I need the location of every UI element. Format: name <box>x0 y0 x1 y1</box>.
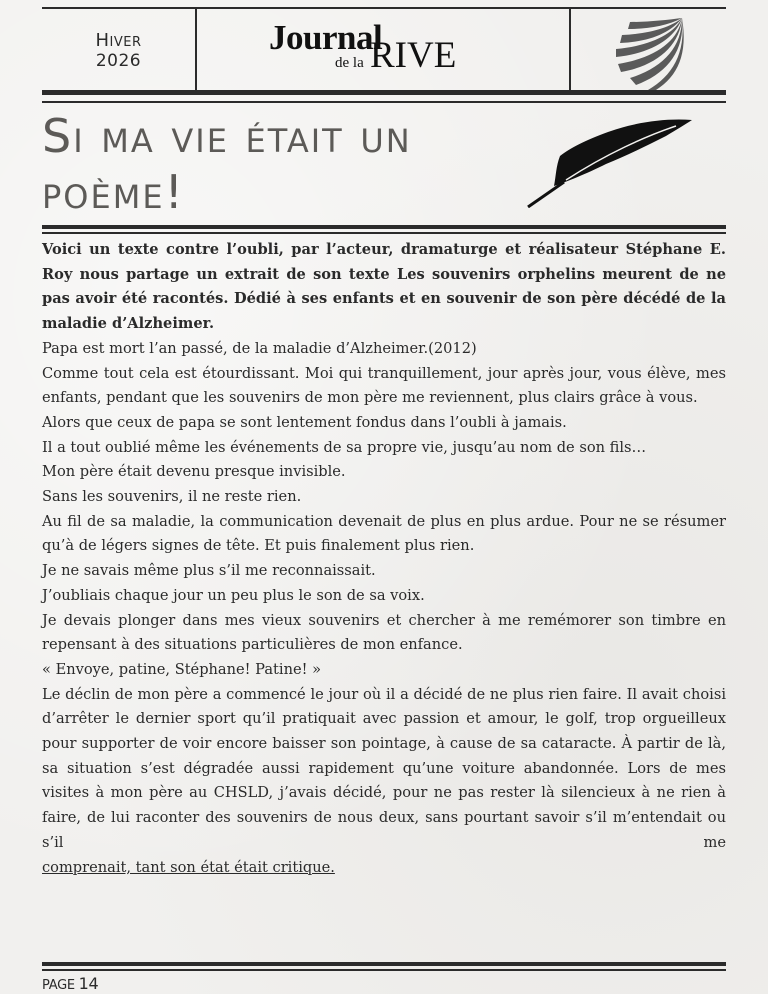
paragraph-last-line: comprenait, tant son état était critique. <box>42 858 335 876</box>
article-title-line-1: Si ma vie était un <box>42 109 412 163</box>
title-thin-rule <box>42 232 726 234</box>
quill-feather-icon <box>526 116 692 208</box>
footer-thin-rule <box>42 969 726 971</box>
header-thin-rule <box>42 101 726 103</box>
paragraph: J’oubliais chaque jour un peu plus le son de sa voix. <box>42 586 425 604</box>
paragraph: Le déclin de mon père a commencé le jour où il a décidé de ne plus rien faire. Il avait choisi d’arrêter le dernier sport qu’il pratiquait avec passion et amour, le golf, trop orgueilleux pour supporter de voir encore baisser son pointage, à cause de sa cataracte. À partir de là, sa situation s’est dégradée aussi rapidement qu’une voiture abandonnée. Lors de mes visites à mon père au CHSLD, j’avais décidé, pour ne pas rester là silencieux à ne rien à faire, de lui raconter des souvenirs de nous deux, sans pourtant savoir s’il m’entendait ou s’il me <box>42 685 726 851</box>
season-label: Hiver <box>95 30 142 51</box>
paragraph: Alors que ceux de papa se sont lentement fondus dans l’oubli à jamais. <box>42 413 567 431</box>
paragraph: Je ne savais même plus s’il me reconnaissait. <box>42 562 376 580</box>
paragraph: « Envoye, patine, Stéphane! Patine! » <box>42 660 322 678</box>
article-title <box>42 108 522 220</box>
masthead-journal: Journal <box>269 18 383 57</box>
page-number <box>42 974 98 993</box>
paragraph: Papa est mort l’an passé, de la maladie d’Alzheimer.(2012) <box>42 339 477 357</box>
article-title-line-2: poème! <box>42 165 185 219</box>
paragraph: Il a tout oublié même les événements de sa propre vie, jusqu’au nom de son fils… <box>42 438 647 456</box>
masthead <box>196 14 570 84</box>
paragraph: Au fil de sa maladie, la communication devenait de plus en plus ardue. Pour ne se résumer qu’à de légers signes de tête. Et puis finalement plus rien. <box>42 512 726 555</box>
paragraph: Sans les souvenirs, il ne reste rien. <box>42 488 302 506</box>
issue-year: 2026 <box>95 51 142 71</box>
article-intro: Voici un texte contre l’oubli, par l’acteur, dramaturge et réalisateur Stéphane E. Roy nous partage un extrait de son texte Les souvenirs orphelins meurent de ne pas avoir été racontés. Dédié à ses enfants et en souvenir de son père décédé de la maladie d’Alzheimer. <box>42 241 726 333</box>
issue-season <box>42 30 195 72</box>
paragraph: Comme tout cela est étourdissant. Moi qui tranquillement, jour après jour, vous élève, mes enfants, pendant que les souvenirs de mon père me reviennent, plus clairs grâce à vous. <box>42 364 726 407</box>
header-top-rule <box>42 7 726 9</box>
masthead-de-la: de la <box>335 55 364 71</box>
article-body <box>42 238 726 880</box>
footer-thick-rule <box>42 962 726 966</box>
page-number-value: 14 <box>78 974 99 993</box>
masthead-rive: RIVE <box>370 35 457 76</box>
paragraph: Je devais plonger dans mes vieux souvenirs et chercher à me remémorer son timbre en repensant à des situations particulières de mon enfance. <box>42 611 726 654</box>
title-thick-rule <box>42 225 726 229</box>
striped-shield-logo-icon <box>612 14 692 90</box>
page-label: PAGE <box>42 978 75 993</box>
header-thick-rule <box>42 90 726 95</box>
paragraph: Mon père était devenu presque invisible. <box>42 463 346 481</box>
